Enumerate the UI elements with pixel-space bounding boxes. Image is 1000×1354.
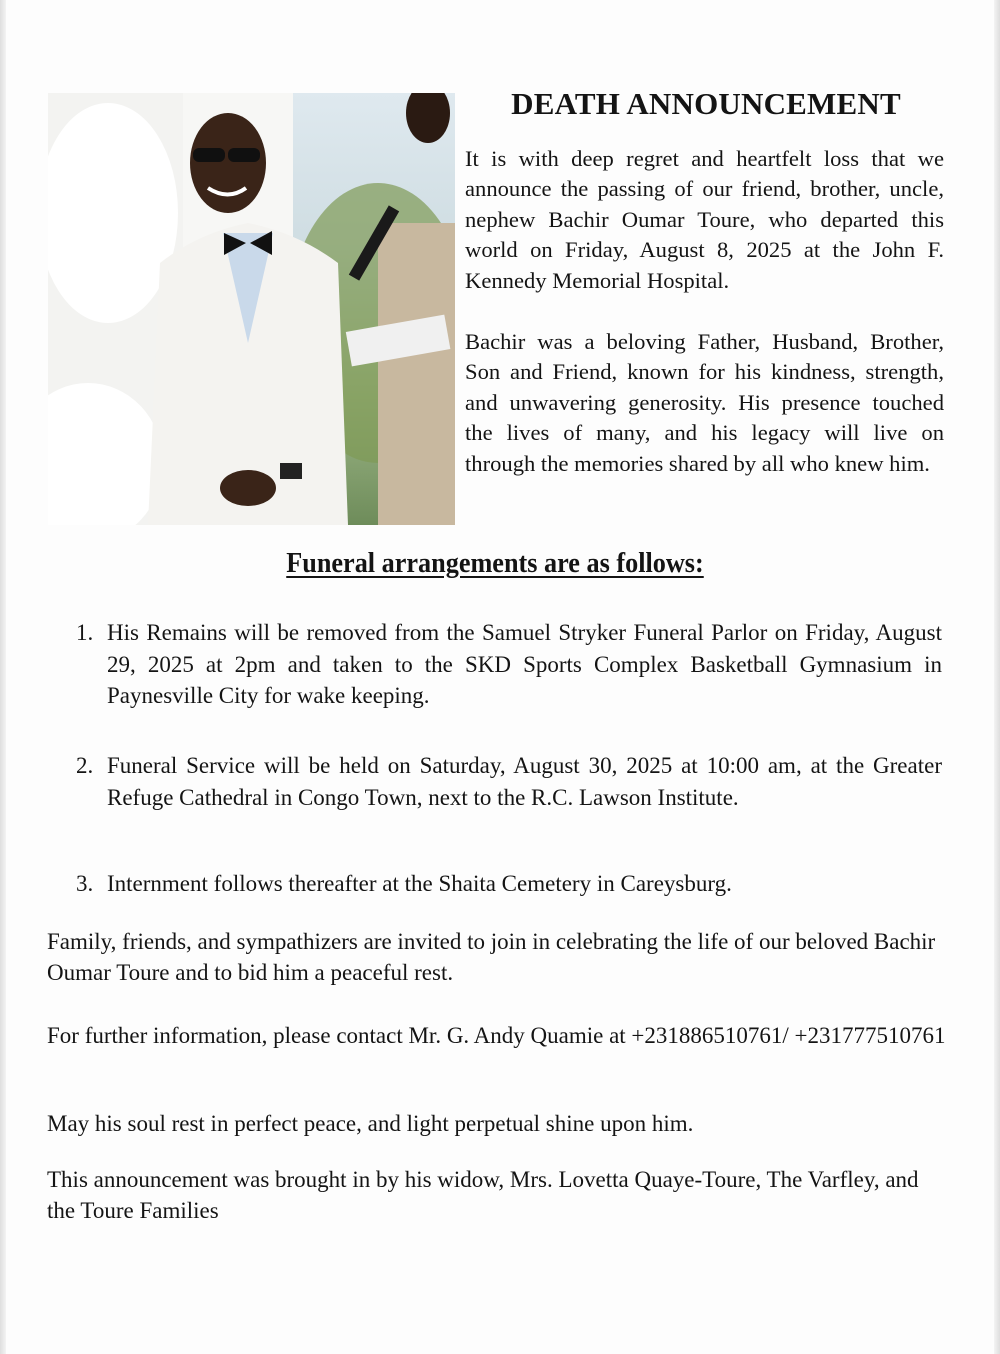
credit-paragraph: This announcement was brought in by his widow, Mrs. Lovetta Quaye-Toure, The Varfley, and the Toure Families xyxy=(47,1167,919,1223)
tribute-paragraph: Bachir was a beloving Father, Husband, Brother, Son and Friend, known for his kindness, strength, and unwavering generosity. His presence touched the lives of many, and his legacy will live on through the memories shared by all who knew him. xyxy=(465,329,944,476)
item-text: Internment follows thereafter at the Shaita Cemetery in Careysburg. xyxy=(107,871,732,896)
arrangement-item xyxy=(76,750,942,813)
item-text: His Remains will be removed from the Samuel Stryker Funeral Parlor on Friday, August 29, 2025 at 2pm and taken to the SKD Sports Complex Basketball Gymnasium in Paynesville City for wake keeping. xyxy=(107,620,942,708)
page-title: DEATH ANNOUNCEMENT xyxy=(511,86,901,121)
item-number: 1. xyxy=(76,620,94,645)
arrangement-item xyxy=(76,868,942,900)
page-edge-right xyxy=(994,0,1000,1354)
invitation-paragraph: Family, friends, and sympathizers are invited to join in celebrating the life of our beloved Bachir Oumar Toure and to bid him a peaceful rest. xyxy=(47,929,936,985)
contact-paragraph: For further information, please contact Mr. G. Andy Quamie at +231886510761/ +231777510761 xyxy=(47,1023,946,1048)
item-number: 2. xyxy=(76,753,94,778)
portrait-photo xyxy=(48,93,455,525)
item-text: Funeral Service will be held on Saturday, August 30, 2025 at 10:00 am, at the Greater Refuge Cathedral in Congo Town, next to the R.C. Lawson Institute. xyxy=(107,753,942,810)
arrangement-item xyxy=(76,617,942,712)
arrangements-heading: Funeral arrangements are as follows: xyxy=(286,548,704,579)
intro-paragraph: It is with deep regret and heartfelt loss that we announce the passing of our friend, brother, uncle, nephew Bachir Oumar Toure, who departed this world on Friday, August 8, 2025 at the John F. Kennedy Memorial Hospital. xyxy=(465,146,944,293)
portrait-illustration xyxy=(48,93,455,525)
prayer-paragraph: May his soul rest in perfect peace, and light perpetual shine upon him. xyxy=(47,1111,694,1136)
page-edge-left xyxy=(0,0,6,1354)
item-number: 3. xyxy=(76,871,94,896)
